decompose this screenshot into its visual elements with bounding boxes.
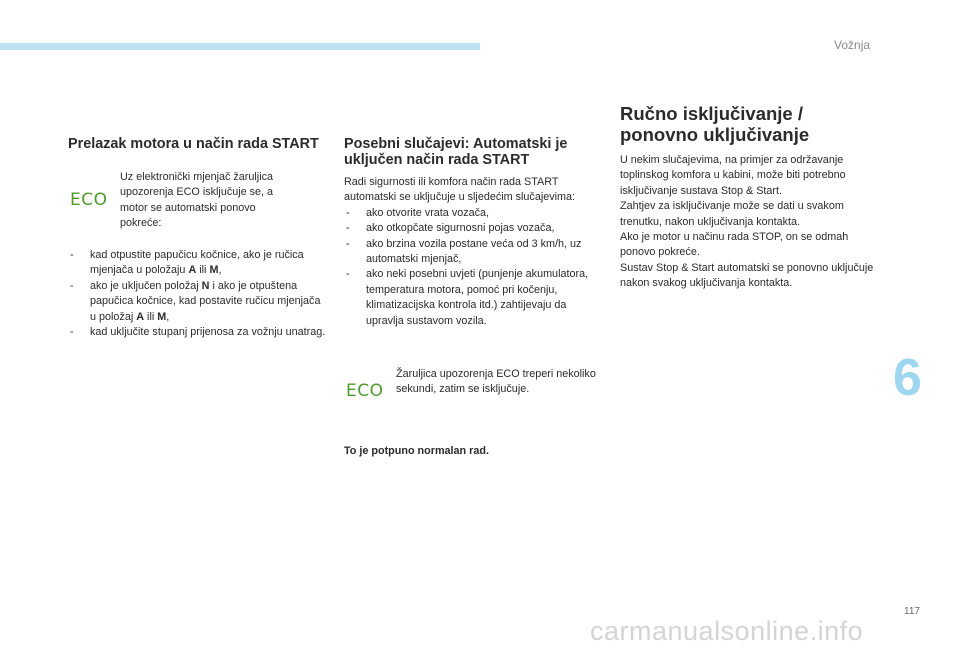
page-number: 117	[904, 606, 920, 617]
list-item: - kad otpustite papučicu kočnice, ako je ručica mjenjača u položaju A ili M,	[68, 248, 326, 279]
column-special-cases	[344, 136, 602, 459]
special-cases-list	[344, 206, 602, 329]
column-manual-toggle	[620, 103, 882, 292]
list-item: - ako otkopčate sigurnosni pojas vozača,	[344, 221, 602, 236]
chapter-number: 6	[893, 349, 922, 407]
eco-blink-text: Žaruljica upozorenja ECO treperi nekoliko sekundi, zatim se isključuje.	[396, 368, 596, 396]
heading-start-mode: Prelazak motora u način rada START	[68, 136, 319, 152]
manual-toggle-body	[620, 153, 882, 292]
normal-operation-note: To je potpuno normalan rad.	[344, 445, 489, 458]
heading-special-cases: Posebni slučajevi: Automatski je uključen način rada START	[344, 136, 568, 168]
list-item: - ako neki posebni uvjeti (punjenje akumulatora, temperatura motora, pomoć pri kočenju, klimatizacijska kontrola itd.) zahtijevaju da upravlja sustavom vozila.	[344, 267, 602, 329]
eco-blink-block	[344, 367, 602, 407]
paragraph: U nekim slučajevima, na primjer za održavanje toplinskog komfora u kabini, može biti potrebno isključivanje sustava Stop & Start.	[620, 154, 846, 197]
eco-info-text: Uz elektronički mjenjač žaruljica upozorenja ECO isključuje se, a motor se automatski ponovo pokreće:	[120, 171, 274, 230]
section-title: Vožnja	[834, 38, 871, 52]
eco-info-block	[68, 170, 326, 232]
start-conditions-list	[68, 248, 326, 340]
paragraph: Sustav Stop & Start automatski se ponovno uključuje nakon svakog uključivanja kontakta.	[620, 261, 874, 290]
header-accent-bar	[0, 43, 480, 50]
paragraph: Zahtjev za isključivanje može se dati u svakom trenutku, nakon uključivanja kontakta.	[620, 200, 844, 228]
eco-icon: ECO	[346, 381, 384, 402]
paragraph: Ako je motor u načinu rada STOP, on se odmah ponovo pokreće.	[620, 231, 849, 259]
watermark: carmanualsonline.info	[590, 616, 864, 646]
list-item: - ako je uključen položaj N i ako je otpuštena papučica kočnice, kad postavite ručicu mjenjača u položaj A ili M,	[68, 279, 326, 325]
special-cases-intro: Radi sigurnosti ili komfora način rada START automatski se uključuje u sljedećim slučajevima:	[344, 176, 576, 204]
column-start-mode	[68, 136, 326, 340]
list-item: - ako otvorite vrata vozača,	[344, 206, 602, 221]
list-item: - kad uključite stupanj prijenosa za vožnju unatrag.	[68, 325, 326, 340]
list-item: - ako brzina vozila postane veća od 3 km/h, uz automatski mjenjač,	[344, 237, 602, 268]
eco-icon: ECO	[70, 190, 108, 210]
heading-manual-toggle: Ručno isključivanje / ponovno uključivanje	[620, 103, 810, 145]
